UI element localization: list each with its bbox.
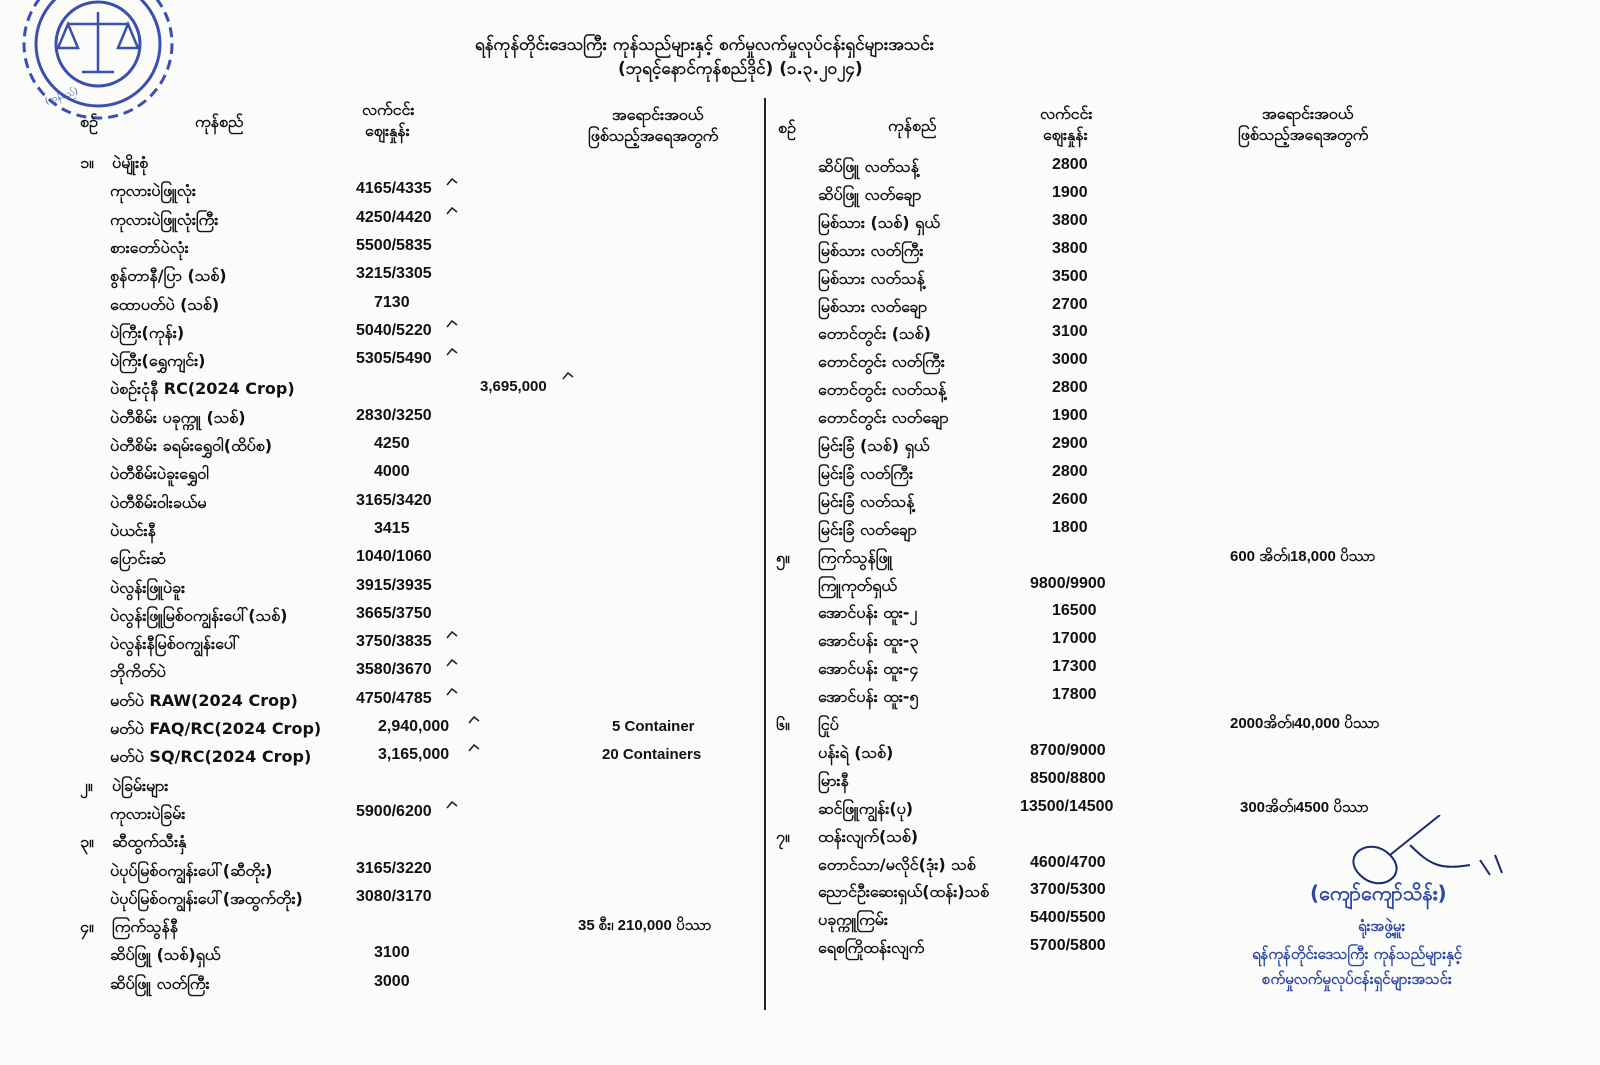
commodity-name: ပဲကြီး(ရွှေကျင်း): [110, 351, 206, 370]
commodity-name: ပဲတီစိမ်းဝါးခယ်မ: [110, 493, 207, 512]
commodity-name: မတ်ပဲ FAQ/RC(2024 Crop): [110, 719, 322, 738]
price-value: 1900: [1052, 184, 1088, 201]
checkmark-icon: [446, 631, 458, 639]
price-value: 4165/4335: [356, 180, 432, 197]
right-header-note-line2: ဖြစ်သည့်အရေအတွက်: [1238, 125, 1369, 144]
signatory-name: (ကျော်ကျော်သိန်း): [1310, 881, 1447, 905]
document-title: ရန်ကုန်တိုင်းဒေသကြီး ကုန်သည်များနှင့် စက်မှုလက်မှုလုပ်ငန်းရှင်များအသင်း: [475, 35, 935, 55]
column-divider: [764, 98, 766, 1010]
price-value: 4000: [374, 463, 410, 480]
price-value: 2800: [1052, 379, 1088, 396]
commodity-name: ညောင်ဦးဆေးရှယ်(ထန်း)သစ်: [818, 882, 990, 901]
price-value: 3415: [374, 520, 410, 537]
price-value: 3665/3750: [356, 605, 432, 622]
section-number: ၅။: [776, 548, 790, 567]
commodity-name: ပဲပုပ်မြစ်ဝကျွန်းပေါ်(အထွက်တိုး): [110, 889, 303, 908]
price-value: 17300: [1052, 658, 1097, 675]
checkmark-icon: [446, 320, 458, 328]
section-heading: ပဲခြမ်းများ: [112, 776, 169, 795]
signature-block: [1252, 815, 1590, 1035]
left-header-item: ကုန်စည်: [195, 112, 244, 131]
price-value: 17800: [1052, 686, 1097, 703]
price-value: 5500/5835: [356, 237, 432, 254]
commodity-name: ပဲကြီး(ကုန်း): [110, 323, 185, 342]
price-value: 5900/6200: [356, 803, 432, 820]
checkmark-icon: [446, 801, 458, 809]
right-header-item: ကုန်စည်: [888, 116, 937, 135]
price-value: 5040/5220: [356, 322, 432, 339]
checkmark-icon: [446, 688, 458, 696]
trade-volume-note: 2000အိတ်၊40,000 ပိဿာ: [1230, 715, 1380, 732]
price-value: 3215/3305: [356, 265, 432, 282]
commodity-name: မြင်းခြံ (သစ်) ရှယ်: [818, 436, 930, 455]
left-header-note-line2: ဖြစ်သည့်အရေအတွက်: [588, 126, 719, 145]
checkmark-icon: [468, 716, 480, 724]
section-heading: ပဲမျိုးစုံ: [112, 153, 149, 172]
price-value: 13500/14500: [1020, 798, 1114, 815]
right-header-note-line1: အရောင်းအဝယ်: [1262, 104, 1354, 123]
price-value: 1900: [1052, 407, 1088, 424]
price-value: 3500: [1052, 268, 1088, 285]
price-value: 4600/4700: [1030, 854, 1106, 871]
section-number: ၇။: [776, 827, 790, 846]
commodity-name: စားတော်ပဲလုံး: [110, 238, 189, 257]
commodity-name: ပဲပုပ်မြစ်ဝကျွန်းပေါ်(ဆီတိုး): [110, 861, 273, 880]
svg-text:(ကုန်စည်): (ကုန်စည်): [43, 86, 80, 107]
price-value: 3080/3170: [356, 888, 432, 905]
signatory-org-line2: စက်မှုလက်မှုလုပ်ငန်းရှင်များအသင်း: [1262, 970, 1452, 988]
section-heading: ဆီထွက်သီးနှံ: [112, 832, 187, 851]
right-header-price-line1: လက်ငင်း: [1040, 104, 1093, 123]
trade-volume-note: 20 Containers: [602, 746, 702, 763]
price-value: 1040/1060: [356, 548, 432, 565]
commodity-name: တောင်တွင်း (သစ်): [818, 324, 931, 343]
checkmark-icon: [446, 178, 458, 186]
commodity-name: ဆိပ်ဖြူ (သစ်)ရှယ်: [110, 945, 221, 964]
price-value: 2600: [1052, 491, 1088, 508]
commodity-name: ပြောင်းဆံ: [110, 549, 166, 568]
price-value: 2900: [1052, 435, 1088, 452]
commodity-name: အောင်ပန်း ထူး-၅: [818, 687, 919, 706]
right-header-price-line2: ဈေးနှုန်း: [1043, 125, 1088, 144]
commodity-name: တောင်တွင်း လတ်သန့်: [818, 380, 947, 399]
price-value: 2800: [1052, 156, 1088, 173]
section-number: ၆။: [776, 715, 790, 734]
commodity-name: စွန်တာနီ/ပြာ (သစ်): [110, 266, 227, 285]
commodity-name: ဆိပ်ဖြူ လတ်ချော: [818, 185, 922, 204]
price-value: 3100: [374, 944, 410, 961]
price-value: 3800: [1052, 212, 1088, 229]
commodity-name: မြစ်သား လတ်ကြီး: [818, 241, 924, 260]
section-heading: ငြုပ်: [818, 715, 839, 734]
price-value: 3700/5300: [1030, 881, 1106, 898]
commodity-name: အောင်ပန်း ထူး-၃: [818, 631, 919, 650]
trade-volume-note: 300အိတ်၊4500 ပိဿာ: [1240, 799, 1369, 816]
commodity-name: မြင်းခြံ လတ်ကြီး: [818, 464, 914, 483]
price-value: 3000: [1052, 351, 1088, 368]
price-value: 4250/4420: [356, 209, 432, 226]
commodity-name: ပဲလွန်းနီမြစ်ဝကျွန်းပေါ်: [110, 634, 241, 653]
price-value: 2830/3250: [356, 407, 432, 424]
price-value: 8500/8800: [1030, 770, 1106, 787]
commodity-name: ကုလားပဲဖြူလုံး: [110, 181, 196, 200]
price-value: 1800: [1052, 519, 1088, 536]
commodity-name: မြစ်သား (သစ်) ရှယ်: [818, 213, 940, 232]
commodity-name: ပန်းရဲ (သစ်): [818, 743, 894, 762]
price-value: 3750/3835: [356, 633, 432, 650]
section-number: ၁။: [80, 153, 94, 172]
price-value: 17000: [1052, 630, 1097, 647]
commodity-name: မြစ်သား လတ်သန့်: [818, 269, 925, 288]
price-value: 3100: [1052, 323, 1088, 340]
commodity-name: ပဲလွန်းဖြူပဲခူး: [110, 578, 186, 597]
checkmark-icon: [446, 348, 458, 356]
section-heading: ကြက်သွန်နီ: [112, 917, 179, 936]
price-value: 3800: [1052, 240, 1088, 257]
commodity-name: တောင်သာ/မလိုင်(ဒုံး) သစ်: [818, 855, 976, 874]
checkmark-icon: [446, 207, 458, 215]
price-value: 2800: [1052, 463, 1088, 480]
price-value: 3165/3420: [356, 492, 432, 509]
checkmark-icon: [468, 744, 480, 752]
section-number: ၃။: [80, 832, 94, 851]
commodity-name: မြားနီ: [818, 771, 849, 790]
left-header-note-line1: အရောင်းအဝယ်: [612, 105, 704, 124]
section-number: ၄။: [80, 917, 94, 936]
commodity-name: ရေစကြိုထန်းလျက်: [818, 938, 925, 957]
price-value: 4750/4785: [356, 690, 432, 707]
price-value: 16500: [1052, 602, 1097, 619]
price-value: 5305/5490: [356, 350, 432, 367]
commodity-name: ပဲတီစိမ်းပဲခူးရွှေဝါ: [110, 464, 210, 483]
price-value: 5700/5800: [1030, 937, 1106, 954]
commodity-name: အောင်ပန်း ထူး-၂: [818, 603, 918, 622]
price-value: 9800/9900: [1030, 575, 1106, 592]
commodity-name: ပဲတီစိမ်း ပခုက္ကူ (သစ်): [110, 408, 246, 427]
trade-volume-note: 3,695,000: [480, 378, 547, 395]
price-value: 8700/9000: [1030, 742, 1106, 759]
signatory-role: ရုံးအဖွဲ့မှူး: [1358, 917, 1406, 935]
commodity-name: မြင်းခြံ လတ်ချော: [818, 520, 917, 539]
checkmark-icon: [446, 659, 458, 667]
right-header-no: စဉ်: [778, 118, 796, 137]
commodity-name: ထောပတ်ပဲ (သစ်): [110, 295, 220, 314]
commodity-name: တောင်တွင်း လတ်ကြီး: [818, 352, 945, 371]
commodity-name: ပခုက္ကူကြမ်း: [818, 910, 888, 929]
price-value: 7130: [374, 294, 410, 311]
price-value: 2700: [1052, 296, 1088, 313]
commodity-name: မြင်းခြံ လတ်သန့်: [818, 492, 915, 511]
trade-volume-note: 600 အိတ်၊18,000 ပိဿာ: [1230, 548, 1376, 565]
price-value: 5400/5500: [1030, 909, 1106, 926]
trade-volume-note: 5 Container: [612, 718, 695, 735]
section-heading: ကြက်သွန်ဖြူ: [818, 548, 893, 567]
trade-volume-note: 35 စီး၊ 210,000 ပိဿာ: [578, 917, 712, 934]
commodity-name: ပဲစဉ်းငုံနီ RC(2024 Crop): [110, 379, 295, 398]
commodity-name: မတ်ပဲ SQ/RC(2024 Crop): [110, 747, 312, 766]
price-value: 3,165,000: [378, 746, 450, 763]
price-value: 2,940,000: [378, 718, 450, 735]
commodity-name: ပဲယင်းနီ: [110, 521, 156, 540]
price-value: 3915/3935: [356, 577, 432, 594]
commodity-name: အောင်ပန်း ထူး-၄: [818, 659, 919, 678]
commodity-name: ပဲတီစိမ်း ခရမ်းရွှေဝါ(ထိပ်စ): [110, 436, 273, 455]
commodity-name: တောင်တွင်း လတ်ချော: [818, 408, 949, 427]
left-header-price-line2: ဈေးနှုန်း: [365, 121, 410, 140]
commodity-name: မတ်ပဲ RAW(2024 Crop): [110, 691, 298, 710]
left-header-price-line1: လက်ငင်း: [362, 100, 415, 119]
commodity-name: ကုလားပဲဖြူလုံးကြီး: [110, 210, 219, 229]
section-heading: ထန်းလျက်(သစ်): [818, 827, 919, 846]
price-value: 3000: [374, 973, 410, 990]
commodity-name: ပဲလွန်းဖြူမြစ်ဝကျွန်းပေါ်(သစ်): [110, 606, 288, 625]
price-value: 3165/3220: [356, 860, 432, 877]
association-seal: [6, 0, 196, 147]
section-number: ၂။: [80, 776, 93, 795]
left-header-no: စဉ်: [80, 112, 98, 131]
document-subtitle: (ဘုရင့်နောင်ကုန်စည်ဒိုင်) (၁.၃.၂၀၂၄): [618, 59, 863, 79]
commodity-name: ဆိပ်ဖြူ လတ်ကြီး: [110, 974, 210, 993]
commodity-name: ကုလားပဲခြမ်း: [110, 804, 186, 823]
commodity-name: ဆိပ်ဖြူ လတ်သန့်: [818, 157, 919, 176]
commodity-name: ဆင်ဖြူကျွန်း(ပု): [818, 799, 914, 818]
price-value: 3580/3670: [356, 661, 432, 678]
commodity-name: မြစ်သား လတ်ချော: [818, 297, 928, 316]
price-value: 4250: [374, 435, 410, 452]
commodity-name: ကြူကုတ်ရှယ်: [818, 576, 897, 595]
commodity-name: ဘိုကိတ်ပဲ: [110, 662, 166, 681]
checkmark-icon: [562, 372, 574, 380]
signatory-org-line1: ရန်ကုန်တိုင်းဒေသကြီး ကုန်သည်များနှင့်: [1252, 945, 1463, 963]
